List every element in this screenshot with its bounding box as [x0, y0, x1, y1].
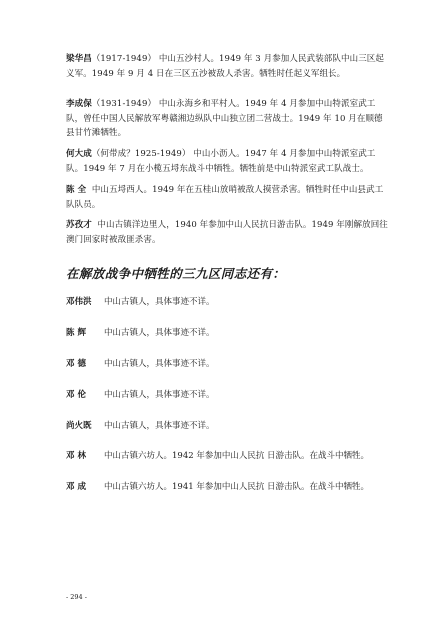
entry-name: 陈 全 [66, 185, 87, 195]
list-item [66, 389, 396, 401]
person-name: 邓伟洪 [66, 297, 92, 307]
person-name: 邓 林 [66, 451, 86, 461]
person-name: 陈 辉 [66, 328, 86, 338]
entry-name: 梁华昌 [66, 54, 92, 64]
person-name: 尚火既 [66, 421, 92, 431]
list-item [66, 358, 396, 370]
person-detail: 中山古镇六坊人。1942 年参加中山人民抗 日游击队。在战斗中牺牲。 [104, 451, 370, 461]
page-number: - 294 - [66, 593, 87, 601]
list-item [66, 296, 396, 308]
person-detail: 中山古镇人，具体事迹不详。 [104, 297, 215, 307]
person-detail: 中山古镇人，具体事迹不详。 [104, 359, 215, 369]
list-item [66, 481, 396, 493]
entry-text: （1931-1949） 中山永海乡和平村人。1949 年 4 月参加中山特派室武工队，曾任中国人民解放军粤赣湘边纵队中山独立团二营战士。1949 年 10 月在顺德县甘竹滩牺牲。 [66, 99, 383, 138]
person-detail: 中山古镇人，具体事迹不详。 [104, 421, 215, 431]
entry-name: 何大成 [66, 149, 92, 159]
entry-li-chengbao [66, 97, 388, 141]
entry-he-dacheng [66, 147, 388, 176]
entry-text: （1917-1949） 中山五沙村人。1949 年 3 月参加人民武装部队中山三区起义军。1949 年 9 月 4 日在三区五沙被敌人杀害。牺牲时任起义军组长。 [66, 54, 384, 79]
person-detail: 中山古镇人，具体事迹不详。 [104, 390, 215, 400]
entry-name: 李成保 [66, 99, 92, 109]
section-heading: 在解放战争中牺牲的三九区同志还有： [66, 266, 286, 281]
entry-text: 中山古镇洋边里人，1940 年参加中山人民抗日游击队。1949 年刚解放回往澳门回家时被敌匪杀害。 [66, 220, 388, 245]
entry-text: 中山五埒西人。1949 年在五桂山放哨被敌人摸营杀害。牺牲时任中山县武工队队员。 [66, 185, 384, 210]
entry-name: 苏孜才 [66, 220, 92, 230]
person-detail: 中山古镇六坊人。1941 年参加中山人民抗 日游击队。在战斗中牺牲。 [104, 482, 370, 492]
person-detail: 中山古镇人，具体事迹不详。 [104, 328, 215, 338]
entry-su-zicai [66, 218, 388, 247]
entry-liang-huachang [66, 52, 388, 81]
person-name: 邓 德 [66, 359, 86, 369]
entry-text: （何带成？1925-1949） 中山小沥人。1947 年 4 月参加中山特派室武工队。1949 年 7 月在小榄五埒东战斗中牺牲。牺牲前是中山特派室武工队战士。 [66, 149, 376, 174]
person-name: 邓 成 [66, 482, 86, 492]
person-name: 邓 伦 [66, 390, 86, 400]
list-item [66, 420, 396, 432]
list-item [66, 450, 396, 462]
entry-chen-quan [66, 183, 388, 212]
list-item [66, 327, 396, 339]
